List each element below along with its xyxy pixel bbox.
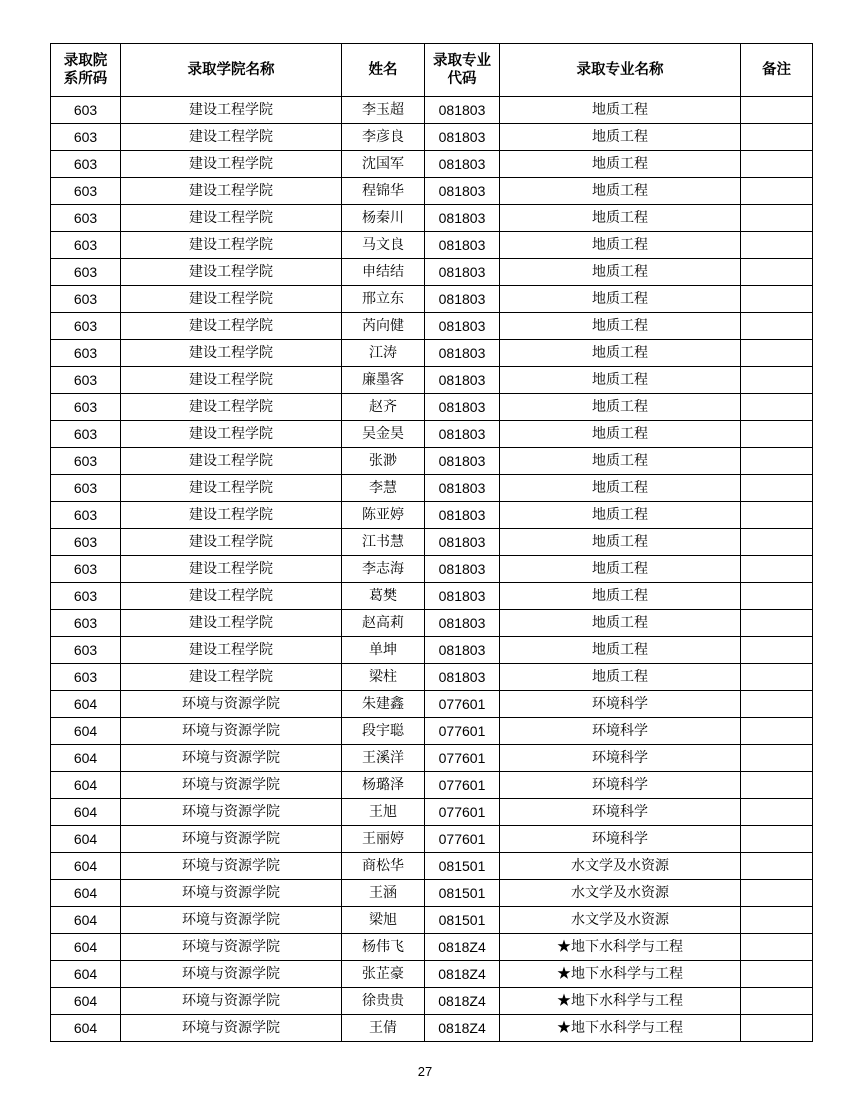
cell-dept-code: 603	[51, 529, 121, 556]
cell-college-name: 建设工程学院	[121, 259, 342, 286]
table-row	[51, 1015, 813, 1042]
cell-student-name: 芮向健	[342, 313, 425, 340]
cell-major-name: 环境科学	[500, 691, 741, 718]
cell-college-name: 建设工程学院	[121, 124, 342, 151]
cell-student-name: 江涛	[342, 340, 425, 367]
cell-major-name: 地质工程	[500, 475, 741, 502]
cell-note	[741, 745, 813, 772]
cell-student-name: 商松华	[342, 853, 425, 880]
cell-dept-code: 603	[51, 556, 121, 583]
cell-dept-code: 604	[51, 934, 121, 961]
cell-college-name: 建设工程学院	[121, 529, 342, 556]
header-major-code	[425, 44, 500, 97]
cell-dept-code: 604	[51, 718, 121, 745]
cell-note	[741, 961, 813, 988]
cell-major-code: 081803	[425, 151, 500, 178]
cell-major-name: 地质工程	[500, 448, 741, 475]
cell-major-name: 地质工程	[500, 313, 741, 340]
cell-student-name: 杨伟飞	[342, 934, 425, 961]
cell-major-name: 水文学及水资源	[500, 853, 741, 880]
table-row	[51, 367, 813, 394]
cell-college-name: 环境与资源学院	[121, 961, 342, 988]
table-row	[51, 313, 813, 340]
table-row	[51, 988, 813, 1015]
cell-student-name: 李彦良	[342, 124, 425, 151]
cell-major-code: 077601	[425, 691, 500, 718]
cell-major-name: ★地下水科学与工程	[500, 934, 741, 961]
cell-major-name: 地质工程	[500, 421, 741, 448]
cell-student-name: 邢立东	[342, 286, 425, 313]
cell-note	[741, 718, 813, 745]
cell-student-name: 赵齐	[342, 394, 425, 421]
cell-student-name: 张芷豪	[342, 961, 425, 988]
cell-student-name: 王涵	[342, 880, 425, 907]
cell-dept-code: 603	[51, 610, 121, 637]
cell-college-name: 建设工程学院	[121, 367, 342, 394]
cell-major-code: 081803	[425, 610, 500, 637]
header-note: 备注	[741, 44, 813, 97]
cell-student-name: 廉墨客	[342, 367, 425, 394]
table-row	[51, 124, 813, 151]
cell-dept-code: 603	[51, 259, 121, 286]
cell-dept-code: 603	[51, 637, 121, 664]
cell-note	[741, 340, 813, 367]
cell-student-name: 申结结	[342, 259, 425, 286]
table-row	[51, 745, 813, 772]
cell-major-name: 水文学及水资源	[500, 880, 741, 907]
cell-dept-code: 603	[51, 340, 121, 367]
cell-major-code: 081501	[425, 880, 500, 907]
cell-college-name: 环境与资源学院	[121, 691, 342, 718]
table-row	[51, 907, 813, 934]
cell-note	[741, 826, 813, 853]
cell-major-name: 地质工程	[500, 556, 741, 583]
table-row	[51, 583, 813, 610]
table-row	[51, 502, 813, 529]
cell-note	[741, 367, 813, 394]
cell-major-code: 077601	[425, 826, 500, 853]
cell-note	[741, 772, 813, 799]
cell-note	[741, 313, 813, 340]
cell-college-name: 建设工程学院	[121, 151, 342, 178]
cell-note	[741, 907, 813, 934]
cell-student-name: 杨秦川	[342, 205, 425, 232]
cell-major-code: 081803	[425, 637, 500, 664]
page-number: 27	[417, 1064, 433, 1079]
table-row	[51, 340, 813, 367]
cell-major-code: 081803	[425, 448, 500, 475]
cell-major-code: 081803	[425, 232, 500, 259]
cell-college-name: 建设工程学院	[121, 340, 342, 367]
cell-major-code: 081803	[425, 664, 500, 691]
table-row	[51, 529, 813, 556]
table-row	[51, 772, 813, 799]
cell-note	[741, 286, 813, 313]
table-row	[51, 718, 813, 745]
cell-major-name: 地质工程	[500, 124, 741, 151]
table-row	[51, 97, 813, 124]
cell-major-code: 0818Z4	[425, 1015, 500, 1042]
cell-major-name: 地质工程	[500, 340, 741, 367]
cell-note	[741, 583, 813, 610]
cell-college-name: 环境与资源学院	[121, 745, 342, 772]
cell-college-name: 建设工程学院	[121, 421, 342, 448]
cell-note	[741, 259, 813, 286]
cell-major-code: 0818Z4	[425, 988, 500, 1015]
table-row	[51, 475, 813, 502]
cell-dept-code: 603	[51, 178, 121, 205]
cell-major-name: 地质工程	[500, 367, 741, 394]
cell-dept-code: 603	[51, 421, 121, 448]
cell-major-name: ★地下水科学与工程	[500, 961, 741, 988]
cell-student-name: 李玉超	[342, 97, 425, 124]
cell-college-name: 建设工程学院	[121, 178, 342, 205]
cell-major-code: 077601	[425, 718, 500, 745]
cell-major-code: 081803	[425, 394, 500, 421]
cell-dept-code: 603	[51, 448, 121, 475]
cell-student-name: 李慧	[342, 475, 425, 502]
cell-note	[741, 880, 813, 907]
cell-college-name: 环境与资源学院	[121, 799, 342, 826]
cell-major-code: 081501	[425, 853, 500, 880]
cell-major-code: 081803	[425, 178, 500, 205]
cell-student-name: 赵高莉	[342, 610, 425, 637]
cell-major-code: 081803	[425, 367, 500, 394]
cell-major-code: 081803	[425, 97, 500, 124]
table-row	[51, 691, 813, 718]
cell-major-name: 地质工程	[500, 232, 741, 259]
cell-dept-code: 604	[51, 988, 121, 1015]
cell-major-code: 081803	[425, 313, 500, 340]
cell-major-name: ★地下水科学与工程	[500, 1015, 741, 1042]
cell-dept-code: 604	[51, 1015, 121, 1042]
table-row	[51, 205, 813, 232]
cell-college-name: 建设工程学院	[121, 394, 342, 421]
cell-student-name: 梁柱	[342, 664, 425, 691]
cell-dept-code: 603	[51, 286, 121, 313]
cell-major-code: 081803	[425, 529, 500, 556]
cell-major-code: 077601	[425, 799, 500, 826]
table-row	[51, 421, 813, 448]
cell-student-name: 陈亚婷	[342, 502, 425, 529]
cell-major-name: ★地下水科学与工程	[500, 988, 741, 1015]
cell-note	[741, 853, 813, 880]
cell-note	[741, 178, 813, 205]
table-row	[51, 556, 813, 583]
cell-student-name: 段宇聪	[342, 718, 425, 745]
cell-major-name: 环境科学	[500, 826, 741, 853]
cell-student-name: 王旭	[342, 799, 425, 826]
table-row	[51, 394, 813, 421]
cell-student-name: 朱建鑫	[342, 691, 425, 718]
cell-student-name: 徐贵贵	[342, 988, 425, 1015]
cell-college-name: 环境与资源学院	[121, 853, 342, 880]
cell-note	[741, 637, 813, 664]
cell-major-code: 081501	[425, 907, 500, 934]
header-dept-code	[51, 44, 121, 97]
cell-major-code: 077601	[425, 772, 500, 799]
header-student-name: 姓名	[342, 44, 425, 97]
table-row	[51, 178, 813, 205]
cell-note	[741, 232, 813, 259]
cell-major-name: 地质工程	[500, 664, 741, 691]
cell-college-name: 建设工程学院	[121, 610, 342, 637]
cell-major-code: 081803	[425, 340, 500, 367]
cell-major-name: 地质工程	[500, 286, 741, 313]
cell-major-name: 地质工程	[500, 151, 741, 178]
cell-dept-code: 603	[51, 475, 121, 502]
table-row	[51, 961, 813, 988]
cell-college-name: 环境与资源学院	[121, 907, 342, 934]
cell-note	[741, 664, 813, 691]
header-major-code-line2: 代码	[447, 70, 477, 87]
cell-college-name: 建设工程学院	[121, 232, 342, 259]
cell-student-name: 王溪洋	[342, 745, 425, 772]
cell-major-name: 地质工程	[500, 502, 741, 529]
cell-student-name: 葛樊	[342, 583, 425, 610]
cell-student-name: 梁旭	[342, 907, 425, 934]
cell-note	[741, 124, 813, 151]
cell-student-name: 程锦华	[342, 178, 425, 205]
cell-major-name: 环境科学	[500, 772, 741, 799]
cell-major-code: 0818Z4	[425, 934, 500, 961]
cell-note	[741, 529, 813, 556]
cell-student-name: 江书慧	[342, 529, 425, 556]
table-row	[51, 232, 813, 259]
cell-dept-code: 603	[51, 394, 121, 421]
cell-major-name: 地质工程	[500, 583, 741, 610]
table-row	[51, 286, 813, 313]
cell-note	[741, 502, 813, 529]
cell-note	[741, 799, 813, 826]
cell-major-code: 081803	[425, 502, 500, 529]
cell-dept-code: 604	[51, 745, 121, 772]
cell-college-name: 建设工程学院	[121, 286, 342, 313]
cell-note	[741, 205, 813, 232]
cell-major-name: 地质工程	[500, 637, 741, 664]
cell-student-name: 沈国军	[342, 151, 425, 178]
cell-dept-code: 603	[51, 151, 121, 178]
cell-college-name: 建设工程学院	[121, 502, 342, 529]
cell-major-name: 地质工程	[500, 205, 741, 232]
table-row	[51, 637, 813, 664]
table-row	[51, 448, 813, 475]
cell-major-name: 地质工程	[500, 529, 741, 556]
table-row	[51, 934, 813, 961]
cell-college-name: 建设工程学院	[121, 637, 342, 664]
cell-dept-code: 604	[51, 907, 121, 934]
cell-dept-code: 603	[51, 583, 121, 610]
cell-college-name: 环境与资源学院	[121, 826, 342, 853]
cell-dept-code: 603	[51, 502, 121, 529]
cell-college-name: 环境与资源学院	[121, 988, 342, 1015]
cell-major-code: 077601	[425, 745, 500, 772]
cell-college-name: 建设工程学院	[121, 205, 342, 232]
cell-note	[741, 988, 813, 1015]
cell-college-name: 环境与资源学院	[121, 934, 342, 961]
table-row	[51, 151, 813, 178]
table-row	[51, 880, 813, 907]
header-college-name: 录取学院名称	[121, 44, 342, 97]
cell-major-code: 081803	[425, 583, 500, 610]
cell-major-code: 081803	[425, 475, 500, 502]
cell-note	[741, 421, 813, 448]
table-row	[51, 853, 813, 880]
cell-college-name: 建设工程学院	[121, 97, 342, 124]
cell-college-name: 环境与资源学院	[121, 880, 342, 907]
cell-major-code: 081803	[425, 556, 500, 583]
header-major-code-line1: 录取专业	[433, 52, 491, 69]
cell-note	[741, 97, 813, 124]
cell-note	[741, 556, 813, 583]
cell-major-code: 081803	[425, 124, 500, 151]
cell-major-name: 环境科学	[500, 799, 741, 826]
cell-major-name: 环境科学	[500, 745, 741, 772]
cell-dept-code: 603	[51, 205, 121, 232]
cell-dept-code: 604	[51, 826, 121, 853]
cell-student-name: 张渺	[342, 448, 425, 475]
cell-college-name: 建设工程学院	[121, 583, 342, 610]
cell-student-name: 李志海	[342, 556, 425, 583]
cell-dept-code: 603	[51, 232, 121, 259]
cell-dept-code: 604	[51, 799, 121, 826]
cell-college-name: 建设工程学院	[121, 313, 342, 340]
cell-note	[741, 151, 813, 178]
cell-note	[741, 691, 813, 718]
cell-major-code: 081803	[425, 205, 500, 232]
header-row	[51, 44, 813, 97]
cell-student-name: 王倩	[342, 1015, 425, 1042]
cell-note	[741, 934, 813, 961]
cell-student-name: 马文良	[342, 232, 425, 259]
cell-dept-code: 603	[51, 124, 121, 151]
cell-dept-code: 604	[51, 880, 121, 907]
cell-dept-code: 603	[51, 97, 121, 124]
cell-major-name: 地质工程	[500, 178, 741, 205]
cell-major-name: 水文学及水资源	[500, 907, 741, 934]
cell-major-name: 地质工程	[500, 259, 741, 286]
cell-college-name: 环境与资源学院	[121, 718, 342, 745]
cell-note	[741, 610, 813, 637]
admission-table	[50, 43, 813, 1042]
cell-major-code: 081803	[425, 259, 500, 286]
cell-college-name: 环境与资源学院	[121, 1015, 342, 1042]
cell-major-code: 081803	[425, 421, 500, 448]
cell-major-code: 0818Z4	[425, 961, 500, 988]
cell-dept-code: 603	[51, 367, 121, 394]
cell-dept-code: 604	[51, 691, 121, 718]
cell-dept-code: 603	[51, 664, 121, 691]
cell-note	[741, 448, 813, 475]
header-dept-code-line1: 录取院	[63, 52, 108, 69]
cell-dept-code: 603	[51, 313, 121, 340]
table-row	[51, 799, 813, 826]
cell-note	[741, 394, 813, 421]
cell-major-code: 081803	[425, 286, 500, 313]
cell-college-name: 建设工程学院	[121, 664, 342, 691]
cell-major-name: 地质工程	[500, 610, 741, 637]
cell-student-name: 单坤	[342, 637, 425, 664]
cell-note	[741, 475, 813, 502]
cell-college-name: 环境与资源学院	[121, 772, 342, 799]
cell-college-name: 建设工程学院	[121, 448, 342, 475]
cell-student-name: 王丽婷	[342, 826, 425, 853]
cell-major-name: 环境科学	[500, 718, 741, 745]
cell-student-name: 杨璐泽	[342, 772, 425, 799]
cell-college-name: 建设工程学院	[121, 475, 342, 502]
header-dept-code-line2: 系所码	[63, 70, 108, 87]
cell-note	[741, 1015, 813, 1042]
cell-college-name: 建设工程学院	[121, 556, 342, 583]
table-row	[51, 664, 813, 691]
cell-dept-code: 604	[51, 961, 121, 988]
table-row	[51, 259, 813, 286]
table-body	[51, 97, 813, 1042]
table-row	[51, 826, 813, 853]
cell-major-name: 地质工程	[500, 394, 741, 421]
cell-dept-code: 604	[51, 772, 121, 799]
cell-major-name: 地质工程	[500, 97, 741, 124]
table-row	[51, 610, 813, 637]
cell-dept-code: 604	[51, 853, 121, 880]
header-major-name: 录取专业名称	[500, 44, 741, 97]
cell-student-name: 吴金昊	[342, 421, 425, 448]
